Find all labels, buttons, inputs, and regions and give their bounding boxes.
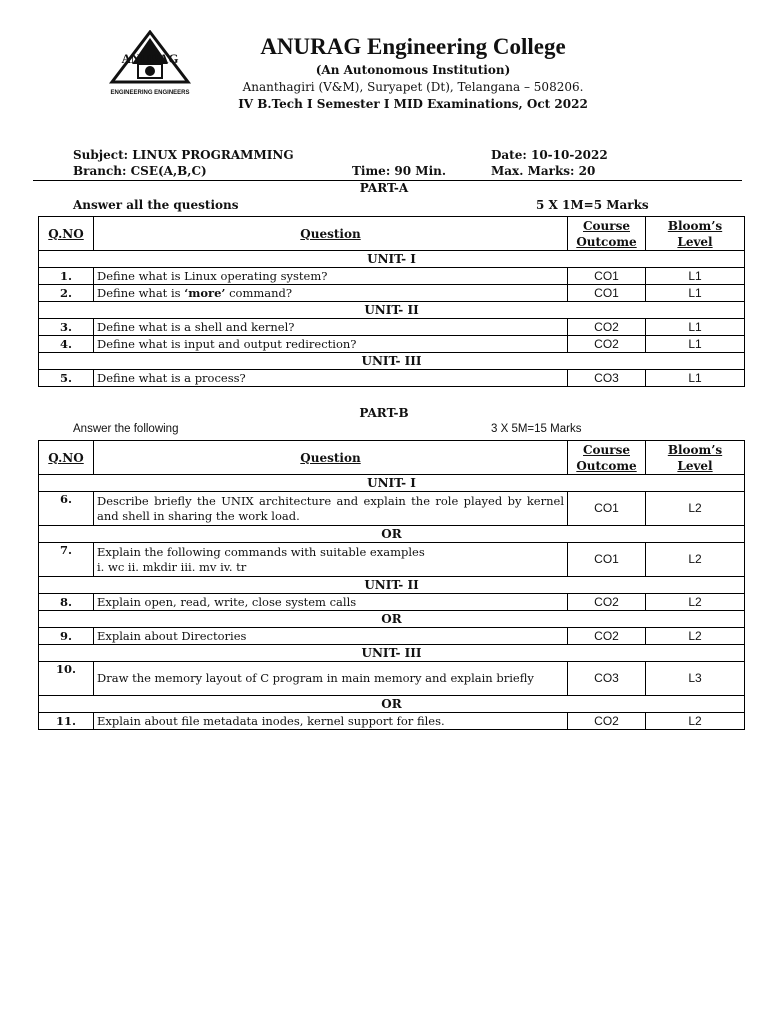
col-blooms-level: Bloom’s Level bbox=[646, 441, 745, 475]
table-row: 9. Explain about Directories CO2 L2 bbox=[39, 628, 745, 645]
college-name: ANURAG Engineering College bbox=[260, 34, 566, 59]
col-qno: Q.NO bbox=[39, 217, 94, 251]
unit-heading: UNIT- II bbox=[39, 577, 745, 594]
unit-heading: UNIT- III bbox=[39, 645, 745, 662]
logo-text: ANURAG bbox=[121, 51, 179, 66]
part-a-title: PART-A bbox=[359, 181, 409, 195]
table-row: 4. Define what is input and output redirection? CO2 L1 bbox=[39, 336, 745, 353]
or-separator: OR bbox=[39, 526, 745, 543]
time-label: Time: 90 Min. bbox=[352, 164, 447, 178]
unit-heading: UNIT- III bbox=[39, 353, 745, 370]
table-row: 2. Define what is ‘more’ command? CO1 L1 bbox=[39, 285, 745, 302]
table-row: 10. Draw the memory layout of C program in main memory and explain briefly CO3 L3 bbox=[39, 662, 745, 696]
unit-heading: UNIT- I bbox=[39, 251, 745, 268]
address-line: Ananthagiri (V&M), Suryapet (Dt), Telangana – 508206. bbox=[242, 80, 584, 94]
col-qno: Q.NO bbox=[39, 441, 94, 475]
part-a-instruction: Answer all the questions bbox=[73, 198, 239, 212]
part-b-title: PART-B bbox=[359, 406, 409, 420]
col-question: Question bbox=[94, 217, 568, 251]
table-row: 11. Explain about file metadata inodes, kernel support for files. CO2 L2 bbox=[39, 713, 745, 730]
branch-label: Branch: CSE(A,B,C) bbox=[73, 164, 207, 178]
autonomous-line: (An Autonomous Institution) bbox=[315, 63, 511, 77]
subject-label: Subject: LINUX PROGRAMMING bbox=[73, 148, 294, 162]
col-course-outcome: Course Outcome bbox=[568, 217, 646, 251]
exam-title: IV B.Tech I Semester I MID Examinations, Oct 2022 bbox=[238, 97, 588, 111]
table-row: 3. Define what is a shell and kernel? CO2 L1 bbox=[39, 319, 745, 336]
unit-heading: UNIT- II bbox=[39, 302, 745, 319]
max-marks-label: Max. Marks: 20 bbox=[491, 164, 596, 178]
table-row: 6. Describe briefly the UNIX architecture and explain the role played by kernel and shell in sharing the work load. CO1 L2 bbox=[39, 492, 745, 526]
table-row: 5. Define what is a process? CO3 L1 bbox=[39, 370, 745, 387]
part-b-instruction: Answer the following bbox=[73, 423, 179, 435]
col-question: Question bbox=[94, 441, 568, 475]
date-label: Date: 10-10-2022 bbox=[491, 148, 608, 162]
or-separator: OR bbox=[39, 611, 745, 628]
part-b-table bbox=[38, 440, 745, 730]
logo-tagline: ENGINEERING ENGINEERS bbox=[110, 90, 190, 96]
part-a-marks: 5 X 1M=5 Marks bbox=[536, 198, 649, 212]
or-separator: OR bbox=[39, 696, 745, 713]
college-logo bbox=[108, 30, 192, 100]
table-row: 1. Define what is Linux operating system? CO1 L1 bbox=[39, 268, 745, 285]
part-a-table bbox=[38, 216, 745, 387]
col-course-outcome: Course Outcome bbox=[568, 441, 646, 475]
table-row: 7. Explain the following commands with suitable examples i. wc ii. mkdir iii. mv iv. tr CO1 L2 bbox=[39, 543, 745, 577]
table-row: 8. Explain open, read, write, close system calls CO2 L2 bbox=[39, 594, 745, 611]
col-blooms-level: Bloom’s Level bbox=[646, 217, 745, 251]
unit-heading: UNIT- I bbox=[39, 475, 745, 492]
part-b-marks: 3 X 5M=15 Marks bbox=[491, 423, 582, 435]
